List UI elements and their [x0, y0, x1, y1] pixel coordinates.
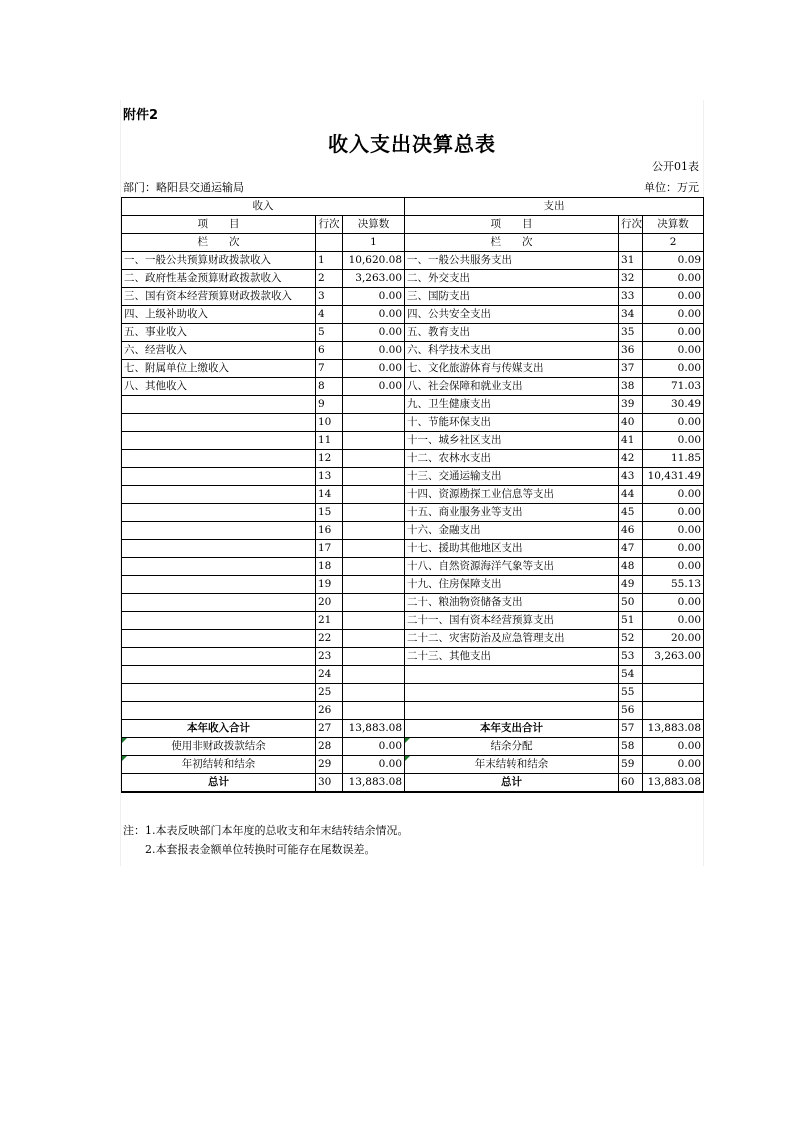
- income-item-name: 四、上级补助收入: [122, 306, 316, 324]
- expense-item-name: 十六、金融支出: [405, 522, 619, 540]
- income-amount: [343, 540, 405, 558]
- income-item-name: [122, 414, 316, 432]
- expense-amount-header: 决算数: [643, 216, 704, 234]
- income-item-name: [122, 450, 316, 468]
- income-line-no: 12: [316, 450, 343, 468]
- income-item-header: 项 目: [122, 216, 316, 234]
- expense-item-name: 十一、城乡社区支出: [405, 432, 619, 450]
- income-line-header: 行次: [316, 216, 343, 234]
- income-total-amount: 13,883.08: [343, 774, 405, 793]
- expense-line-header: 行次: [619, 216, 643, 234]
- income-total-label: 总计: [122, 774, 316, 793]
- expense-item-name: 十、节能环保支出: [405, 414, 619, 432]
- income-amount: [343, 414, 405, 432]
- income-amount: 0.00: [343, 378, 405, 396]
- income-line-no: 5: [316, 324, 343, 342]
- income-item-name: [122, 540, 316, 558]
- expense-total-line-no: 59: [619, 756, 643, 774]
- expense-amount: 0.00: [643, 540, 704, 558]
- expense-item-name: 二十三、其他支出: [405, 648, 619, 666]
- expense-item-name: [405, 684, 619, 702]
- income-amount: [343, 702, 405, 720]
- expense-line-no: 38: [619, 378, 643, 396]
- income-item-name: [122, 432, 316, 450]
- expense-amount: 0.00: [643, 414, 704, 432]
- income-line-no: 11: [316, 432, 343, 450]
- income-line-no: 24: [316, 666, 343, 684]
- expense-amount: 0.00: [643, 486, 704, 504]
- empty-cell: [316, 234, 343, 252]
- expense-column-label: 栏 次: [405, 234, 619, 252]
- income-item-name: [122, 594, 316, 612]
- table-row: [122, 306, 704, 324]
- expense-line-no: 36: [619, 342, 643, 360]
- income-item-name: [122, 612, 316, 630]
- expense-total-label: 总计: [405, 774, 619, 793]
- expense-header: 支出: [405, 198, 704, 216]
- expense-line-no: 47: [619, 540, 643, 558]
- expense-line-no: 41: [619, 432, 643, 450]
- table-row: [122, 414, 704, 432]
- expense-line-no: 56: [619, 702, 643, 720]
- income-total-label: 年初结转和结余: [122, 756, 316, 774]
- expense-item-name: 二十二、灾害防治及应急管理支出: [405, 630, 619, 648]
- table-row: [122, 342, 704, 360]
- empty-cell: [619, 234, 643, 252]
- expense-item-name: 六、科学技术支出: [405, 342, 619, 360]
- income-amount: [343, 468, 405, 486]
- income-line-no: 26: [316, 702, 343, 720]
- income-amount: [343, 630, 405, 648]
- total-row: [122, 720, 704, 738]
- expense-line-no: 50: [619, 594, 643, 612]
- expense-item-name: 三、国防支出: [405, 288, 619, 306]
- income-expense-table: [121, 197, 704, 793]
- income-total-line-no: 27: [316, 720, 343, 738]
- expense-column-index: 2: [643, 234, 704, 252]
- income-item-name: [122, 522, 316, 540]
- income-line-no: 14: [316, 486, 343, 504]
- expense-total-label: 本年支出合计: [405, 720, 619, 738]
- expense-line-no: 42: [619, 450, 643, 468]
- expense-amount: 10,431.49: [643, 468, 704, 486]
- expense-amount: 11.85: [643, 450, 704, 468]
- expense-line-no: 51: [619, 612, 643, 630]
- expense-item-name: 五、教育支出: [405, 324, 619, 342]
- income-line-no: 3: [316, 288, 343, 306]
- expense-amount: 0.00: [643, 558, 704, 576]
- income-amount: 3,263.00: [343, 270, 405, 288]
- table-row: [122, 504, 704, 522]
- table-row: [122, 432, 704, 450]
- total-row: [122, 774, 704, 793]
- table-row: [122, 540, 704, 558]
- expense-total-amount: 0.00: [643, 756, 704, 774]
- expense-total-amount: 0.00: [643, 738, 704, 756]
- table-row: [122, 558, 704, 576]
- total-row: [122, 738, 704, 756]
- income-amount: [343, 594, 405, 612]
- income-item-name: [122, 468, 316, 486]
- income-total-amount: 0.00: [343, 756, 405, 774]
- table-row: [122, 666, 704, 684]
- income-column-label: 栏 次: [122, 234, 316, 252]
- expense-amount: 30.49: [643, 396, 704, 414]
- income-line-no: 23: [316, 648, 343, 666]
- expense-total-amount: 13,883.08: [643, 774, 704, 793]
- income-line-no: 16: [316, 522, 343, 540]
- income-item-name: [122, 666, 316, 684]
- expense-amount: 0.00: [643, 522, 704, 540]
- income-line-no: 21: [316, 612, 343, 630]
- expense-line-no: 45: [619, 504, 643, 522]
- expense-item-name: 二十一、国有资本经营预算支出: [405, 612, 619, 630]
- income-item-name: [122, 576, 316, 594]
- expense-item-name: 十九、住房保障支出: [405, 576, 619, 594]
- income-item-name: [122, 396, 316, 414]
- expense-item-name: 四、公共安全支出: [405, 306, 619, 324]
- expense-item-name: 十三、交通运输支出: [405, 468, 619, 486]
- income-total-amount: 0.00: [343, 738, 405, 756]
- expense-line-no: 55: [619, 684, 643, 702]
- income-line-no: 6: [316, 342, 343, 360]
- unit-label: 单位：万元: [644, 181, 699, 194]
- expense-amount: [643, 684, 704, 702]
- expense-line-no: 43: [619, 468, 643, 486]
- income-item-name: [122, 486, 316, 504]
- expense-item-name: 十四、资源勘探工业信息等支出: [405, 486, 619, 504]
- expense-amount: 0.00: [643, 432, 704, 450]
- expense-item-name: [405, 702, 619, 720]
- income-amount: 0.00: [343, 324, 405, 342]
- income-item-name: 三、国有资本经营预算财政拨款收入: [122, 288, 316, 306]
- expense-amount: 3,263.00: [643, 648, 704, 666]
- income-amount: [343, 558, 405, 576]
- income-item-name: 五、事业收入: [122, 324, 316, 342]
- report-title: 收入支出决算总表: [328, 132, 496, 156]
- expense-amount: 0.00: [643, 360, 704, 378]
- expense-amount: 55.13: [643, 576, 704, 594]
- income-amount-header: 决算数: [343, 216, 405, 234]
- expense-amount: 0.00: [643, 504, 704, 522]
- expense-line-no: 44: [619, 486, 643, 504]
- expense-line-no: 49: [619, 576, 643, 594]
- expense-item-name: 十五、商业服务业等支出: [405, 504, 619, 522]
- table-row: [122, 486, 704, 504]
- table-row: [122, 396, 704, 414]
- expense-total-label: 结余分配: [405, 738, 619, 756]
- income-amount: [343, 648, 405, 666]
- table-row: [122, 378, 704, 396]
- expense-item-name: 八、社会保障和就业支出: [405, 378, 619, 396]
- table-header-row: [122, 198, 704, 216]
- expense-total-label: 年末结转和结余: [405, 756, 619, 774]
- expense-total-line-no: 57: [619, 720, 643, 738]
- income-amount: 10,620.08: [343, 252, 405, 270]
- expense-line-no: 40: [619, 414, 643, 432]
- income-line-no: 2: [316, 270, 343, 288]
- expense-item-name: 十八、自然资源海洋气象等支出: [405, 558, 619, 576]
- income-line-no: 4: [316, 306, 343, 324]
- income-amount: [343, 522, 405, 540]
- income-line-no: 20: [316, 594, 343, 612]
- income-line-no: 18: [316, 558, 343, 576]
- income-amount: [343, 576, 405, 594]
- income-item-name: [122, 648, 316, 666]
- income-total-line-no: 28: [316, 738, 343, 756]
- expense-amount: 0.00: [643, 288, 704, 306]
- income-line-no: 17: [316, 540, 343, 558]
- expense-item-header: 项 目: [405, 216, 619, 234]
- table-row: [122, 288, 704, 306]
- income-total-amount: 13,883.08: [343, 720, 405, 738]
- income-line-no: 22: [316, 630, 343, 648]
- table-row: [122, 468, 704, 486]
- table-row: [122, 594, 704, 612]
- income-amount: [343, 432, 405, 450]
- income-item-name: [122, 504, 316, 522]
- note-2: 2.本套报表金额单位转换时可能存在尾数误差。: [145, 843, 376, 856]
- expense-line-no: 48: [619, 558, 643, 576]
- expense-amount: 0.00: [643, 270, 704, 288]
- income-amount: [343, 666, 405, 684]
- expense-line-no: 35: [619, 324, 643, 342]
- income-amount: [343, 486, 405, 504]
- expense-amount: 20.00: [643, 630, 704, 648]
- expense-line-no: 46: [619, 522, 643, 540]
- expense-item-name: 二、外交支出: [405, 270, 619, 288]
- table-row: [122, 702, 704, 720]
- expense-item-name: [405, 666, 619, 684]
- income-line-no: 9: [316, 396, 343, 414]
- income-line-no: 10: [316, 414, 343, 432]
- expense-line-no: 32: [619, 270, 643, 288]
- form-number: 公开01表: [652, 160, 699, 173]
- column-index-row: [122, 234, 704, 252]
- income-column-index: 1: [343, 234, 405, 252]
- table-row: [122, 324, 704, 342]
- department-label: 部门：略阳县交通运输局: [123, 181, 244, 194]
- income-amount: 0.00: [343, 360, 405, 378]
- table-row: [122, 522, 704, 540]
- total-row: [122, 756, 704, 774]
- income-line-no: 19: [316, 576, 343, 594]
- income-line-no: 1: [316, 252, 343, 270]
- expense-item-name: 十二、农林水支出: [405, 450, 619, 468]
- income-total-label: 本年收入合计: [122, 720, 316, 738]
- income-item-name: 六、经营收入: [122, 342, 316, 360]
- note-1: 注：1.本表反映部门本年度的总收支和年末结转结余情况。: [123, 824, 409, 837]
- income-amount: [343, 684, 405, 702]
- income-amount: 0.00: [343, 306, 405, 324]
- expense-amount: 0.00: [643, 324, 704, 342]
- income-line-no: 15: [316, 504, 343, 522]
- expense-line-no: 37: [619, 360, 643, 378]
- table-row: [122, 270, 704, 288]
- income-line-no: 25: [316, 684, 343, 702]
- income-line-no: 13: [316, 468, 343, 486]
- income-amount: [343, 504, 405, 522]
- expense-line-no: 34: [619, 306, 643, 324]
- income-item-name: 一、一般公共预算财政拨款收入: [122, 252, 316, 270]
- expense-total-line-no: 58: [619, 738, 643, 756]
- expense-item-name: 二十、粮油物资储备支出: [405, 594, 619, 612]
- income-item-name: 二、政府性基金预算财政拨款收入: [122, 270, 316, 288]
- income-item-name: [122, 702, 316, 720]
- expense-line-no: 33: [619, 288, 643, 306]
- expense-total-amount: 13,883.08: [643, 720, 704, 738]
- expense-line-no: 54: [619, 666, 643, 684]
- table-row: [122, 252, 704, 270]
- expense-amount: 0.00: [643, 306, 704, 324]
- expense-amount: 0.00: [643, 612, 704, 630]
- income-line-no: 8: [316, 378, 343, 396]
- income-item-name: [122, 558, 316, 576]
- income-item-name: 八、其他收入: [122, 378, 316, 396]
- expense-item-name: 七、文化旅游体育与传媒支出: [405, 360, 619, 378]
- expense-amount: [643, 666, 704, 684]
- expense-line-no: 31: [619, 252, 643, 270]
- income-amount: 0.00: [343, 342, 405, 360]
- income-line-no: 7: [316, 360, 343, 378]
- table-row: [122, 630, 704, 648]
- income-amount: [343, 396, 405, 414]
- expense-amount: 0.00: [643, 594, 704, 612]
- income-total-label: 使用非财政拨款结余: [122, 738, 316, 756]
- income-amount: [343, 612, 405, 630]
- attachment-label: 附件2: [123, 108, 159, 123]
- income-amount: 0.00: [343, 288, 405, 306]
- income-item-name: [122, 684, 316, 702]
- table-row: [122, 612, 704, 630]
- income-item-name: 七、附属单位上缴收入: [122, 360, 316, 378]
- income-header: 收入: [122, 198, 405, 216]
- expense-item-name: 十七、援助其他地区支出: [405, 540, 619, 558]
- table-row: [122, 684, 704, 702]
- expense-amount: [643, 702, 704, 720]
- table-row: [122, 576, 704, 594]
- expense-item-name: 一、一般公共服务支出: [405, 252, 619, 270]
- table-row: [122, 360, 704, 378]
- table-row: [122, 450, 704, 468]
- expense-amount: 0.09: [643, 252, 704, 270]
- income-total-line-no: 29: [316, 756, 343, 774]
- expense-amount: 71.03: [643, 378, 704, 396]
- column-header-row: [122, 216, 704, 234]
- expense-line-no: 52: [619, 630, 643, 648]
- report-sheet: [120, 100, 704, 866]
- table-row: [122, 648, 704, 666]
- expense-amount: 0.00: [643, 342, 704, 360]
- expense-line-no: 53: [619, 648, 643, 666]
- expense-item-name: 九、卫生健康支出: [405, 396, 619, 414]
- income-item-name: [122, 630, 316, 648]
- expense-total-line-no: 60: [619, 774, 643, 793]
- income-amount: [343, 450, 405, 468]
- income-total-line-no: 30: [316, 774, 343, 793]
- expense-line-no: 39: [619, 396, 643, 414]
